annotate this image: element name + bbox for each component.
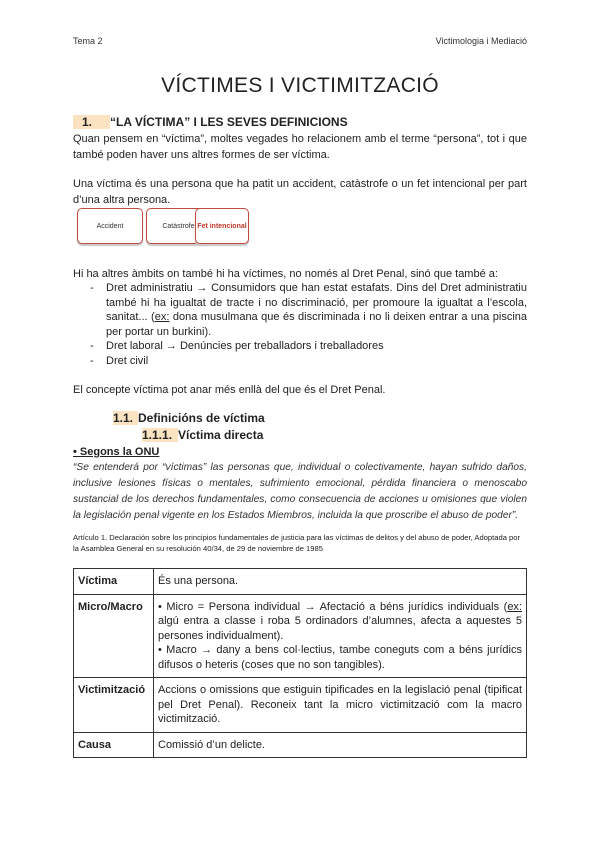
list-item: - Dret administratiu → Consumidors que han estat estafats. Dins del Dret administratiu també hi ha igualtat de tracte i no discriminació, per promoure la igualtat a l’escola, sanitat... (ex: dona musulmana que és discriminada i no li deixen entrar a una piscina per portar un burkini). [88, 281, 527, 339]
box-fet-intencional: Fet intencional [195, 208, 249, 244]
areas-list [88, 281, 527, 368]
section-1-title: “LA VÍCTIMA” I LES SEVES DEFINICIONS [110, 115, 348, 129]
box-accident: Accident [77, 208, 143, 244]
paragraph-other-areas: Hi ha altres àmbits on també hi ha víctimes, no només al Dret Penal, sinó que també a: [73, 268, 498, 280]
section-1-1-1-title: Víctima directa [178, 428, 264, 442]
header-right: Victimologia i Mediació [435, 36, 527, 46]
table-value: Comissió d’un delicte. [154, 732, 527, 758]
section-1-heading [73, 115, 348, 129]
header-left: Tema 2 [73, 36, 103, 46]
definition-table [73, 568, 527, 758]
table-row [74, 678, 527, 733]
micro-text: • Micro = Persona individual → Afectació a béns jurídics individuals (ex: algú entra a classe i roba 5 ordinadors d’alumnes, afecta a aquestes 5 persones individualment). [158, 600, 522, 642]
table-row [74, 569, 527, 595]
article-citation: Artículo 1. Declaración sobre los principios fundamentales de justicia para las víctimas de delitos y del abuso de poder, Adoptada por la Asamblea General en su resolución 40/34, de 29 de noviembre de 1985 [73, 533, 521, 553]
section-1-1-1-heading [142, 428, 263, 442]
table-key: Causa [74, 732, 154, 758]
macro-text: • Macro → dany a bens col·lectius, tambe coneguts com a béns jurídics difusos o heteris (coses que no son tangibles). [158, 644, 522, 671]
table-key: Víctima [74, 569, 154, 595]
paragraph-beyond-criminal-law: El concepte víctima pot anar més enllà del que és el Dret Penal. [73, 384, 386, 396]
page-title: VÍCTIMES I VICTIMITZACIÓ [161, 74, 439, 97]
section-1-1-heading [113, 411, 265, 425]
table-key: Micro/Macro [74, 594, 154, 678]
list-item: - Dret laboral → Denúncies per treballadors i treballadores [88, 339, 527, 354]
onu-heading: • Segons la ONU [73, 446, 160, 458]
onu-quote: “Se entenderá por “víctimas” las personas que, individual o colectivamente, hayan sufrido daños, inclusive lesiones físicas o mentales, sufrimiento emocional, pérdida financiera o menoscabo sustancial de los derechos fundamentales, como consecuencia de acciones u omisiones que violen la legislación penal vigente en los Estados Miembros, incluida la que proscribe el abuso de poder”. [73, 462, 527, 521]
paragraph-definition: Una víctima és una persona que ha patit un accident, catàstrofe o un fet intencional per part d’una altra persona. [73, 178, 527, 206]
section-1-1-1-number: 1.1.1. [142, 428, 178, 442]
table-row [74, 732, 527, 758]
table-value: És una persona. [154, 569, 527, 595]
paragraph-intro: Quan pensem en “víctima”, moltes vegades ho relacionem amb el terme “persona”, tot i que també poden haver uns altres formes de ser víctima. [73, 133, 527, 161]
section-1-1-number: 1.1. [113, 411, 138, 425]
table-value [154, 594, 527, 678]
table-key: Victimització [74, 678, 154, 733]
section-1-1-title: Definicións de víctima [138, 411, 265, 425]
section-1-number: 1. [73, 115, 110, 129]
list-item: - Dret civil [88, 354, 527, 369]
table-row [74, 594, 527, 678]
table-value: Accions o omissions que estiguin tipificades en la legislació penal (tipificat pel Dret Penal). Reconeix tant la micro victimització com la macro victimització. [154, 678, 527, 733]
box-catastrofe: Catàstrofe [146, 208, 211, 244]
